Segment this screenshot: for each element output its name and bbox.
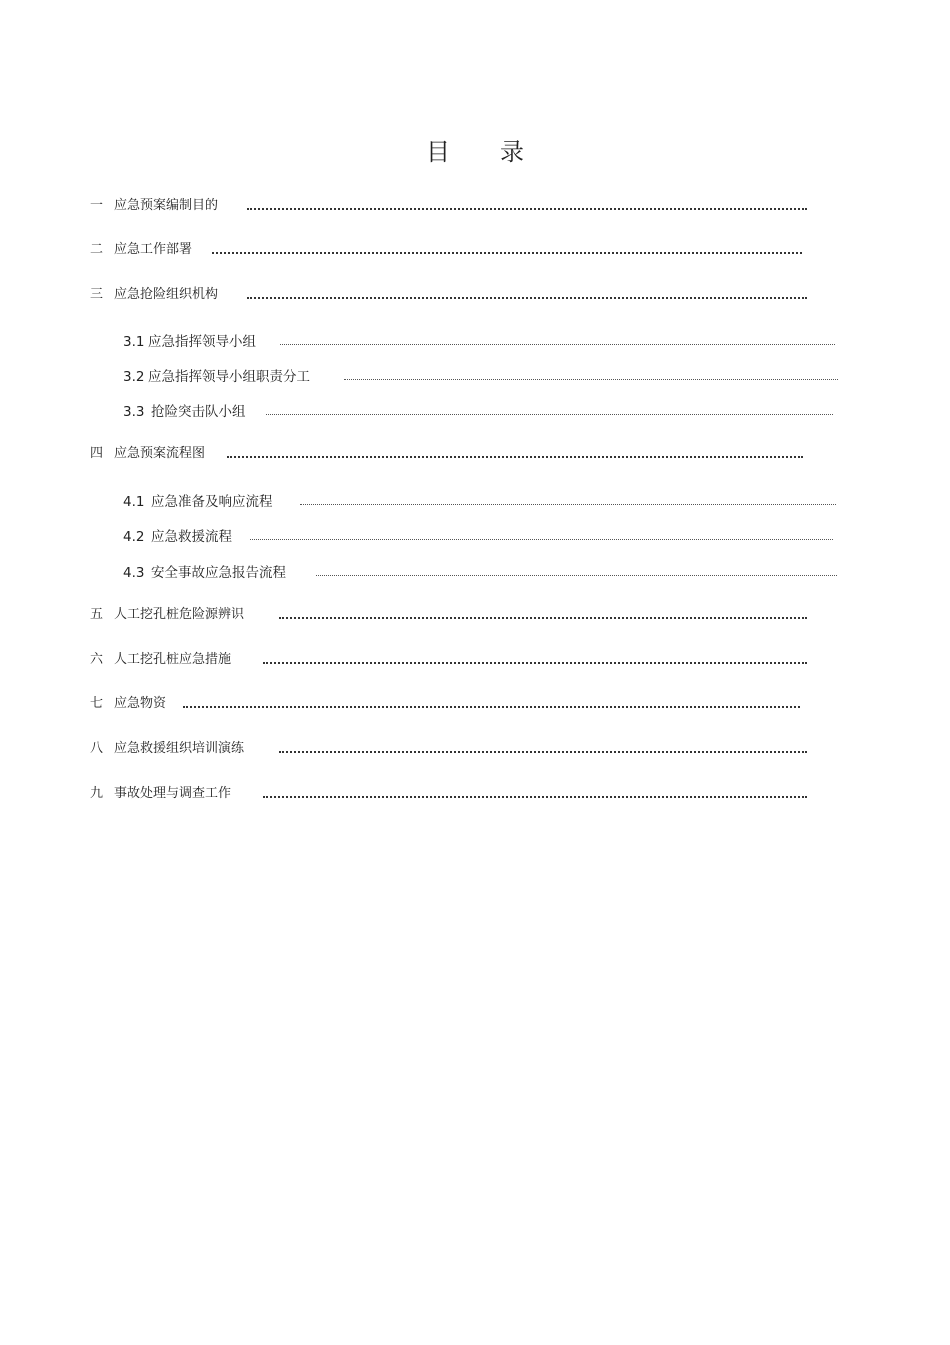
toc-entry-number: 一 bbox=[90, 198, 104, 213]
toc-entry[interactable] bbox=[90, 239, 810, 261]
toc-entry-title: 人工挖孔桩危险源辨识 bbox=[114, 607, 245, 622]
toc-entry[interactable] bbox=[90, 604, 810, 626]
toc-entry-number: 3.3 bbox=[123, 404, 145, 420]
title-char-right: 录 bbox=[500, 138, 524, 166]
toc-entry[interactable] bbox=[90, 649, 810, 671]
toc-entry[interactable] bbox=[123, 562, 839, 584]
toc-entry-title: 应急指挥领导小组职责分工 bbox=[148, 369, 310, 385]
dot-leader bbox=[280, 344, 835, 345]
toc-entry-number: 3.2 bbox=[123, 369, 145, 385]
dot-leader bbox=[344, 379, 838, 380]
dot-leader bbox=[316, 575, 837, 576]
toc-entry[interactable] bbox=[90, 783, 810, 805]
dot-leader bbox=[263, 796, 807, 798]
toc-entry-number: 3.1 bbox=[123, 334, 145, 350]
toc-entry-number: 三 bbox=[90, 287, 104, 302]
dot-leader bbox=[247, 297, 807, 299]
toc-entry[interactable] bbox=[90, 693, 810, 715]
toc-entry-title: 安全事故应急报告流程 bbox=[151, 565, 286, 581]
toc-entry-number: 二 bbox=[90, 242, 104, 257]
toc-entry-title: 应急工作部署 bbox=[114, 242, 193, 257]
toc-entry-title: 应急准备及响应流程 bbox=[151, 494, 273, 510]
toc-entry[interactable] bbox=[90, 195, 810, 217]
toc-entry[interactable] bbox=[90, 738, 810, 760]
title-char-left: 目 bbox=[426, 138, 450, 166]
toc-entry[interactable] bbox=[123, 331, 839, 353]
dot-leader bbox=[266, 414, 833, 415]
toc-entry[interactable] bbox=[123, 366, 839, 388]
toc-entry-title: 应急救援组织培训演练 bbox=[114, 741, 245, 756]
toc-entry-number: 4.2 bbox=[123, 529, 145, 545]
toc-entry-number: 4.3 bbox=[123, 565, 145, 581]
dot-leader bbox=[263, 662, 807, 664]
dot-leader bbox=[227, 456, 803, 458]
dot-leader bbox=[300, 504, 836, 505]
dot-leader bbox=[247, 208, 807, 210]
toc-entry[interactable] bbox=[123, 401, 839, 423]
toc-entry-number: 四 bbox=[90, 446, 104, 461]
toc-entry-number: 七 bbox=[90, 696, 104, 711]
toc-entry-title: 应急预案流程图 bbox=[114, 446, 206, 461]
toc-entry-number: 九 bbox=[90, 786, 104, 801]
dot-leader bbox=[279, 617, 807, 619]
toc-entry-number: 六 bbox=[90, 652, 104, 667]
dot-leader bbox=[250, 539, 833, 540]
toc-entry[interactable] bbox=[123, 526, 839, 548]
dot-leader bbox=[183, 706, 800, 708]
toc-entry-title: 事故处理与调查工作 bbox=[114, 786, 232, 801]
toc-entry[interactable] bbox=[90, 284, 810, 306]
toc-entry[interactable] bbox=[123, 491, 839, 513]
toc-entry-title: 应急指挥领导小组 bbox=[148, 334, 256, 350]
toc-entry-number: 4.1 bbox=[123, 494, 145, 510]
toc-entry-title: 应急抢险组织机构 bbox=[114, 287, 219, 302]
toc-entry-title: 应急物资 bbox=[114, 696, 167, 711]
toc-entry-title: 应急救援流程 bbox=[151, 529, 232, 545]
dot-leader bbox=[212, 252, 802, 254]
toc-entry-title: 人工挖孔桩应急措施 bbox=[114, 652, 232, 667]
toc-entry-number: 五 bbox=[90, 607, 104, 622]
toc-entry-number: 八 bbox=[90, 741, 104, 756]
page-title bbox=[0, 132, 950, 167]
toc-entry-title: 抢险突击队小组 bbox=[151, 404, 246, 420]
dot-leader bbox=[279, 751, 807, 753]
toc-entry-title: 应急预案编制目的 bbox=[114, 198, 219, 213]
toc-entry[interactable] bbox=[90, 443, 810, 465]
